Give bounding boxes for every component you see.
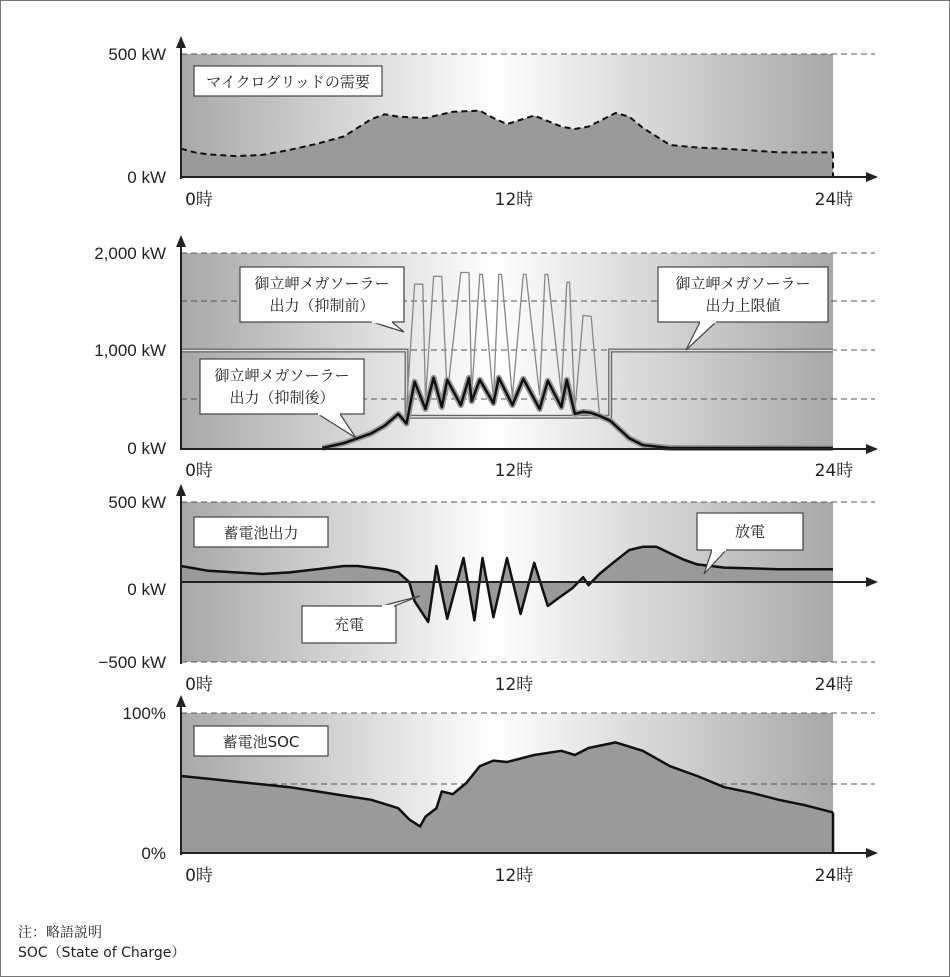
annotation-pre-curtail-text: 出力（抑制前） xyxy=(269,296,375,315)
note-label: 注：略語説明 xyxy=(18,925,102,941)
note-soc: SOC（State of Charge） xyxy=(18,945,186,961)
y-tick-label: 0 kW xyxy=(127,439,166,458)
soc-title xyxy=(194,726,328,756)
annotation-pre-curtail-text: 御立岬メガソーラー xyxy=(254,274,390,293)
x-tick-label: 0時 xyxy=(185,190,213,210)
x-tick-label: 24時 xyxy=(814,190,854,210)
y-tick-label: 500 kW xyxy=(108,493,166,512)
x-tick-label: 24時 xyxy=(814,461,854,481)
panel-3 xyxy=(98,486,876,695)
battery-output-title-text: 蓄電池出力 xyxy=(223,524,299,542)
y-tick-label: 100% xyxy=(122,704,166,723)
x-tick-label: 24時 xyxy=(814,866,854,886)
x-tick-label: 0時 xyxy=(185,866,213,886)
battery-output-title xyxy=(194,517,328,547)
annotation-pre-curtail xyxy=(240,267,404,332)
annotation-charge-text: 充電 xyxy=(333,615,365,634)
x-tick-label: 0時 xyxy=(185,461,213,481)
annotation-limit-text: 御立岬メガソーラー xyxy=(675,274,811,293)
x-tick-label: 0時 xyxy=(185,675,213,695)
demand-title xyxy=(194,66,382,96)
annotation-post-curtail-text: 御立岬メガソーラー xyxy=(214,366,350,385)
y-tick-label: −500 kW xyxy=(98,653,166,672)
x-tick-label: 12時 xyxy=(494,675,534,695)
y-tick-label: 0% xyxy=(141,844,166,863)
demand-title-text: マイクログリッドの需要 xyxy=(206,73,370,91)
soc-title-text: 蓄電池SOC xyxy=(222,733,300,751)
annotation-discharge-text: 放電 xyxy=(734,522,766,541)
y-tick-label: 0 kW xyxy=(127,168,166,187)
annotation-limit-text: 出力上限値 xyxy=(705,296,781,315)
x-tick-label: 24時 xyxy=(814,675,854,695)
y-tick-label: 2,000 kW xyxy=(94,244,166,263)
y-tick-label: 1,000 kW xyxy=(94,341,166,360)
x-tick-label: 12時 xyxy=(494,461,534,481)
y-tick-label: 500 kW xyxy=(108,45,166,64)
y-tick-label: 0 kW xyxy=(127,580,166,599)
panel-2 xyxy=(94,237,876,481)
x-tick-label: 12時 xyxy=(494,190,534,210)
panel-4 xyxy=(123,697,876,886)
panel-1 xyxy=(108,38,876,210)
annotation-post-curtail-text: 出力（抑制後） xyxy=(229,388,335,407)
x-tick-label: 12時 xyxy=(494,866,534,886)
